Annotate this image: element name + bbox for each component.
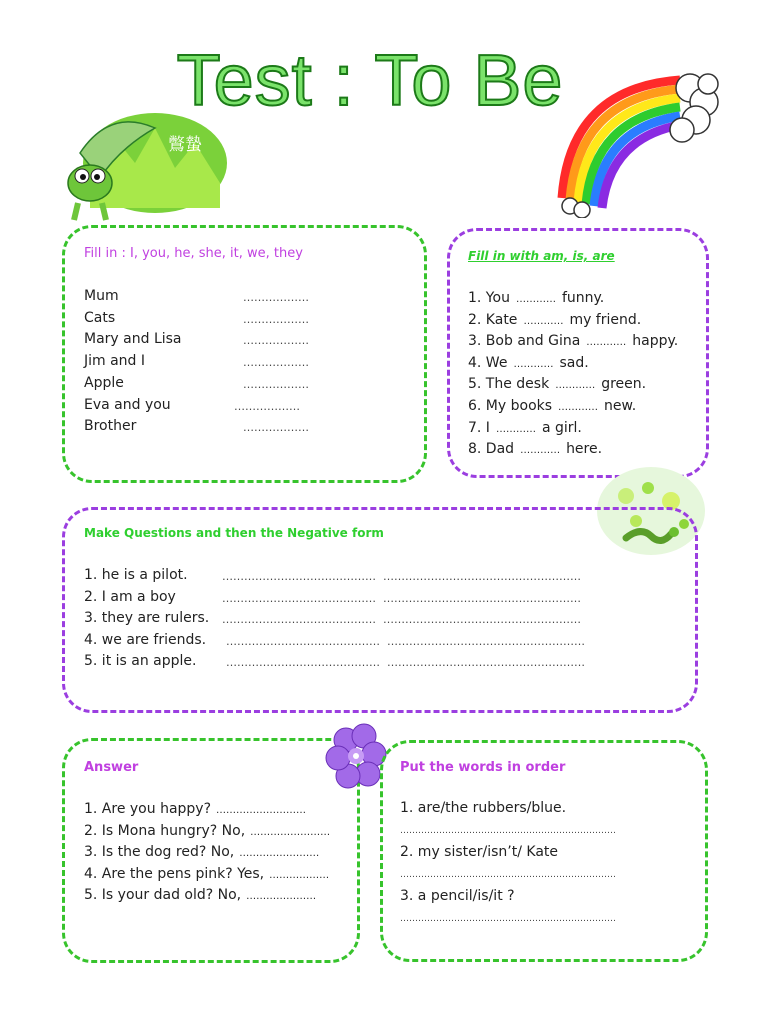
verb-item-rest: my friend. bbox=[569, 311, 642, 328]
questions-section-heading: Make Questions and then the Negative form bbox=[84, 526, 384, 540]
pronoun-item-label: Mum bbox=[84, 288, 119, 304]
verb-item-subject: 4. We bbox=[468, 354, 508, 371]
pronoun-blank: ……………… bbox=[243, 312, 309, 326]
verb-item bbox=[468, 420, 582, 436]
verb-item-rest: happy. bbox=[632, 333, 679, 350]
verb-blank: ………… bbox=[495, 423, 536, 435]
question-item: 5. it is an apple. bbox=[84, 653, 197, 670]
pronoun-blank: ……………… bbox=[243, 356, 309, 370]
question-blank: …………………………………… bbox=[222, 570, 376, 583]
verb-item-subject: 1. You bbox=[468, 290, 510, 306]
verb-item bbox=[468, 290, 604, 306]
verb-item-subject: 5. The desk bbox=[468, 376, 550, 393]
verb-blank: ………… bbox=[520, 445, 561, 457]
frog-illustration bbox=[60, 108, 230, 228]
verb-item-subject: 7. I bbox=[468, 419, 490, 436]
page-title: Test : To Be bbox=[176, 41, 564, 121]
answer-blank: ……………… bbox=[269, 869, 330, 881]
answer-section-heading: Answer bbox=[84, 760, 139, 775]
question-item: 1. he is a pilot. bbox=[84, 567, 188, 583]
answer-item bbox=[84, 887, 316, 903]
verb-item-rest: sad. bbox=[559, 354, 589, 371]
verb-blank: ………… bbox=[586, 337, 627, 349]
pronoun-section-heading: Fill in : I, you, he, she, it, we, they bbox=[84, 246, 303, 261]
question-item: 3. they are rulers. bbox=[84, 610, 210, 627]
answer-item bbox=[84, 823, 330, 839]
word-order-item: 2. my sister/isn’t/ Kate bbox=[400, 844, 559, 860]
verb-item-rest: green. bbox=[601, 376, 647, 393]
verb-item-rest: new. bbox=[604, 398, 637, 414]
question-blank: …………………………………… bbox=[222, 613, 376, 627]
answer-blank: ………………… bbox=[246, 891, 317, 903]
frog-chars: 鷩蟄 bbox=[168, 135, 202, 155]
rainbow-icon bbox=[540, 58, 720, 218]
answer-blank: ……………………… bbox=[216, 805, 307, 816]
verb-item bbox=[468, 333, 678, 349]
word-order-blank: ……………………………………………………………… bbox=[400, 870, 616, 880]
verb-blank: ………… bbox=[523, 315, 564, 327]
answer-item bbox=[84, 866, 329, 882]
negative-blank: ……………………………………………… bbox=[383, 613, 581, 627]
verb-blank: ………… bbox=[515, 294, 556, 305]
pronoun-item-label: Cats bbox=[84, 309, 116, 326]
negative-blank: ……………………………………………… bbox=[387, 656, 585, 670]
negative-blank: ……………………………………………… bbox=[387, 634, 585, 648]
question-blank: …………………………………… bbox=[226, 634, 380, 648]
answer-question: 1. Are you happy? bbox=[84, 801, 212, 817]
answer-blank: …………………… bbox=[250, 826, 331, 838]
question-item: 4. we are friends. bbox=[84, 631, 207, 648]
verb-item bbox=[468, 441, 602, 457]
answer-item bbox=[84, 844, 319, 860]
answer-blank: …………………… bbox=[239, 848, 320, 860]
negative-blank: ……………………………………………… bbox=[383, 591, 581, 605]
pronoun-item-label: Apple bbox=[84, 374, 124, 391]
verb-item bbox=[468, 398, 636, 414]
pronoun-item-label: Jim and I bbox=[84, 353, 146, 370]
verb-blank: ………… bbox=[555, 380, 596, 392]
word-order-item: 1. are/the rubbers/blue. bbox=[400, 800, 567, 816]
answer-question: 5. Is your dad old? No, bbox=[84, 887, 242, 904]
answer-question: 3. Is the dog red? No, bbox=[84, 844, 235, 861]
pronoun-blank: ……………… bbox=[243, 377, 309, 391]
answer-question: 2. Is Mona hungry? No, bbox=[84, 822, 246, 839]
pronoun-blank: ……………… bbox=[243, 421, 309, 435]
word-order-blank: ……………………………………………………………… bbox=[400, 914, 616, 924]
word-order-section-heading: Put the words in order bbox=[400, 760, 566, 775]
pronoun-blank: ……………… bbox=[243, 334, 309, 348]
word-order-item: 3. a pencil/is/it ? bbox=[400, 888, 515, 904]
pronoun-item-label: Eva and you bbox=[84, 396, 171, 413]
verb-item-subject: 3. Bob and Gina bbox=[468, 333, 581, 350]
answer-item bbox=[84, 801, 306, 817]
verb-item-subject: 2. Kate bbox=[468, 311, 518, 328]
negative-blank: ……………………………………………… bbox=[383, 570, 581, 583]
question-item: 2. I am a boy bbox=[84, 588, 176, 605]
verb-item-rest: here. bbox=[566, 441, 603, 458]
verb-item-rest: funny. bbox=[561, 290, 605, 306]
pronoun-blank: ……………… bbox=[234, 399, 300, 413]
pronoun-item-label: Brother bbox=[84, 418, 137, 435]
word-order-blank: ……………………………………………………………… bbox=[400, 826, 616, 836]
verb-item bbox=[468, 355, 589, 371]
verb-section-heading: Fill in with am, is, are bbox=[468, 249, 615, 263]
verb-item-subject: 8. Dad bbox=[468, 441, 515, 458]
verb-blank: ………… bbox=[513, 358, 554, 370]
verb-item bbox=[468, 376, 646, 392]
pronoun-item-label: Mary and Lisa bbox=[84, 331, 182, 348]
question-blank: …………………………………… bbox=[222, 591, 376, 605]
verb-item-rest: a girl. bbox=[541, 419, 582, 436]
answer-question: 4. Are the pens pink? Yes, bbox=[84, 865, 265, 882]
verb-blank: ………… bbox=[558, 402, 599, 413]
verb-item-subject: 6. My books bbox=[468, 398, 553, 414]
verb-item bbox=[468, 312, 641, 328]
question-blank: …………………………………… bbox=[226, 656, 380, 670]
pronoun-blank: ……………… bbox=[243, 291, 309, 304]
